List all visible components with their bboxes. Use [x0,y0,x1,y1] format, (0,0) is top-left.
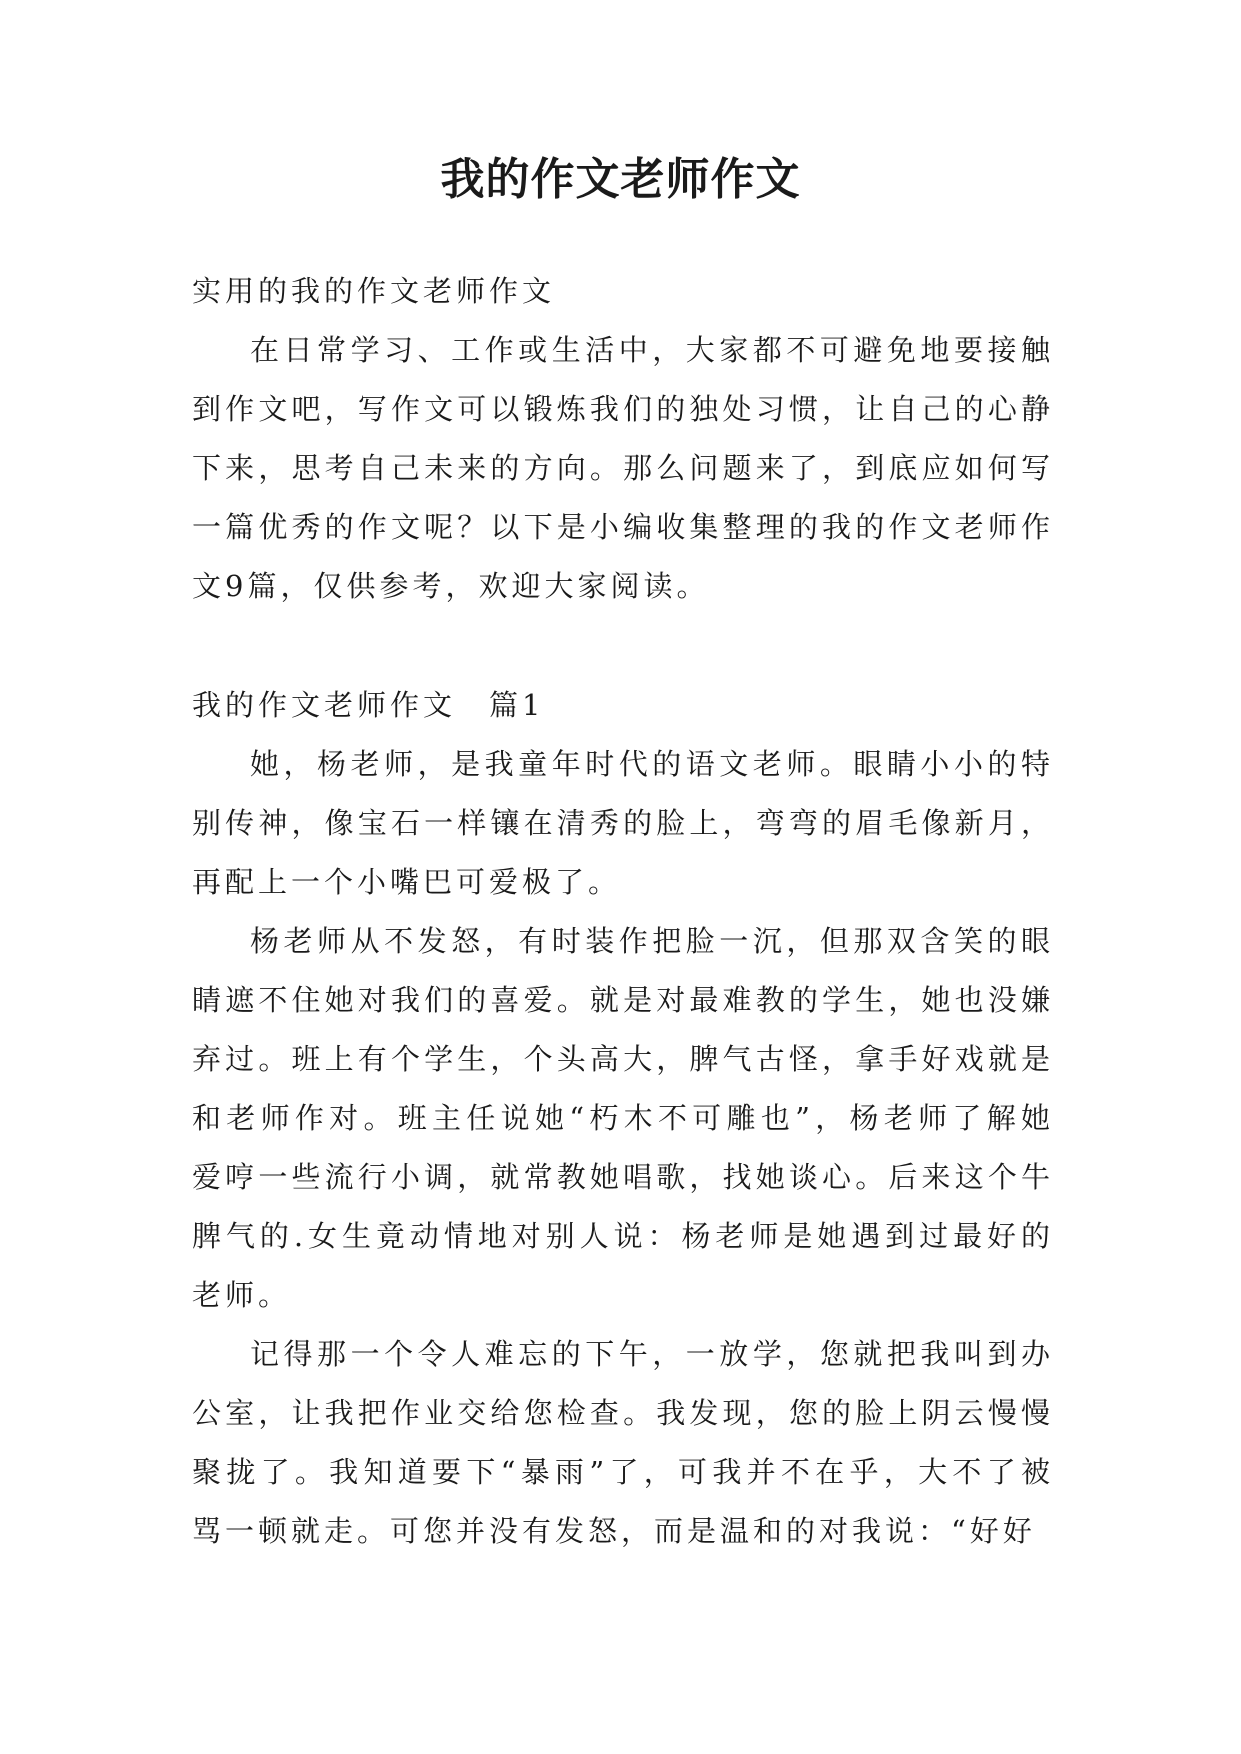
body-paragraph: 杨老师从不发怒，有时装作把脸一沉，但那双含笑的眼睛遮不住她对我们的喜爱。就是对最难教的学生，她也没嫌弃过。班上有个学生，个头高大，脾气古怪，拿手好戏就是和老师作对。班主任说她“朽木不可雕也”，杨老师了解她爱哼一些流行小调，就常教她唱歌，找她谈心。后来这个牛脾气的.女生竟动情地对别人说：杨老师是她遇到过最好的老师。 [192,924,1054,1312]
section-spacer [192,616,1054,676]
body-paragraph: 她，杨老师，是我童年时代的语文老师。眼睛小小的特别传神，像宝石一样镶在清秀的脸上，弯弯的眉毛像新月，再配上一个小嘴巴可爱极了。 [192,747,1054,899]
body-paragraph: 记得那一个令人难忘的下午，一放学，您就把我叫到办公室，让我把作业交给您检查。我发现，您的脸上阴云慢慢聚拢了。我知道要下“暴雨”了，可我并不在乎，大不了被骂一顿就走。可您并没有发怒，而是温和的对我说：“好好 [192,1337,1054,1548]
subtitle: 实用的我的作文老师作文 [192,274,556,308]
intro-paragraph: 在日常学习、工作或生活中，大家都不可避免地要接触到作文吧，写作文可以锻炼我们的独处习惯，让自己的心静下来，思考自己未来的方向。那么问题来了，到底应如何写一篇优秀的作文呢？以下是小编收集整理的我的作文老师作文9篇，仅供参考，欢迎大家阅读。 [192,333,1054,603]
section-heading: 我的作文老师作文 篇1 [192,688,545,722]
document-body [192,262,1054,1561]
document-title: 我的作文老师作文 [440,154,801,205]
